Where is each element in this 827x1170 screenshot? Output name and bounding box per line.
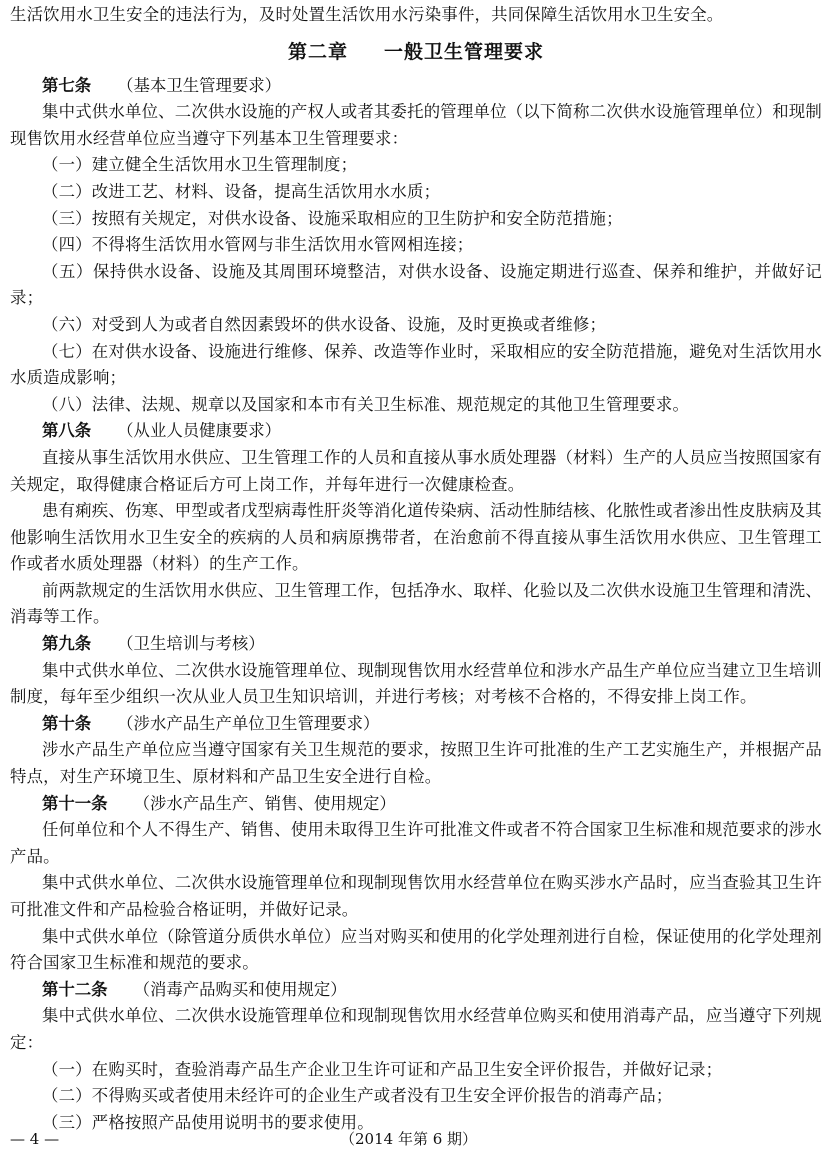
article-number: 第十一条: [42, 793, 108, 813]
article-11-heading: [10, 791, 822, 818]
paragraph: 集中式供水单位、二次供水设施管理单位、现制现售饮用水经营单位和涉水产品生产单位应当建立卫生培训制度，每年至少组织一次从业人员卫生知识培训，并进行考核；对考核不合格的，不得安排上岗工作。: [10, 660, 822, 707]
paragraph: 涉水产品生产单位应当遵守国家有关卫生规范的要求，按照卫生许可批准的生产工艺实施生产，并根据产品特点，对生产环境卫生、原材料和产品卫生安全进行自检。: [10, 740, 822, 787]
list-item: （三）严格按照产品使用说明书的要求使用。: [42, 1112, 374, 1132]
article-title: （从业人员健康要求）: [117, 421, 282, 441]
list-item: （三）按照有关规定，对供水设备、设施采取相应的卫生防护和安全防范措施；: [42, 208, 623, 228]
list-item: （七）在对供水设备、设施进行维修、保养、改造等作业时，采取相应的安全防范措施，避免对生活饮用水水质造成影响；: [10, 341, 822, 388]
list-item: （八）法律、法规、规章以及国家和本市有关卫生标准、规范规定的其他卫生管理要求。: [42, 394, 690, 414]
article-title: （消毒产品购买和使用规定）: [133, 979, 347, 999]
article-12-intro: 集中式供水单位、二次供水设施管理单位和现制现售饮用水经营单位购买和使用消毒产品，应当遵守下列规定：: [10, 1006, 822, 1052]
list-item: （二）不得购买或者使用未经许可的企业生产或者没有卫生安全评价报告的消毒产品；: [42, 1086, 673, 1106]
article-7-intro: 集中式供水单位、二次供水设施的产权人或者其委托的管理单位（以下简称二次供水设施管理单位）和现制现售饮用水经营单位应当遵守下列基本卫生管理要求：: [10, 102, 822, 148]
chapter-number: 第二章: [287, 40, 348, 63]
document-body: [10, 2, 822, 1136]
list-item: （一）建立健全生活饮用水卫生管理制度；: [42, 155, 358, 175]
continued-paragraph: 生活饮用水卫生安全的违法行为，及时处置生活饮用水污染事件，共同保障生活饮用水卫生安全。: [10, 5, 724, 24]
article-8-heading: [10, 418, 822, 445]
issue-label: （2014 年第 6 期）: [340, 1130, 478, 1148]
paragraph: 前两款规定的生活饮用水供应、卫生管理工作，包括净水、取样、化验以及二次供水设施卫生管理和清洗、消毒等工作。: [10, 580, 822, 627]
list-item: （六）对受到人为或者自然因素毁坏的供水设备、设施，及时更换或者维修；: [42, 314, 607, 334]
paragraph: 集中式供水单位、二次供水设施管理单位和现制现售饮用水经营单位在购买涉水产品时，应当查验其卫生许可批准文件和产品检验合格证明，并做好记录。: [10, 873, 822, 919]
paragraph: 患有痢疾、伤寒、甲型或者戊型病毒性肝炎等消化道传染病、活动性肺结核、化脓性或者渗出性皮肤病及其他影响生活饮用水卫生安全的疾病的人员和病原携带者，在治愈前不得直接从事生活饮用水供应、卫生管理工作或者水质处理器（材料）的生产工作。: [10, 501, 822, 574]
list-item: （五）保持供水设备、设施及其周围环境整洁，对供水设备、设施定期进行巡查、保养和维护，并做好记录；: [10, 261, 822, 308]
article-number: 第八条: [42, 421, 92, 441]
article-title: （基本卫生管理要求）: [117, 75, 282, 95]
article-9-heading: [10, 631, 822, 658]
paragraph: 集中式供水单位（除管道分质供水单位）应当对购买和使用的化学处理剂进行自检，保证使用的化学处理剂符合国家卫生标准和规范的要求。: [10, 926, 822, 973]
article-7-heading: [10, 73, 822, 100]
article-title: （涉水产品生产、销售、使用规定）: [133, 793, 396, 813]
list-item: （四）不得将生活饮用水管网与非生活饮用水管网相连接；: [42, 235, 474, 255]
chapter-heading: [10, 37, 822, 67]
article-number: 第九条: [42, 634, 92, 654]
article-number: 第七条: [42, 75, 92, 95]
list-item: （二）改进工艺、材料、设备，提高生活饮用水水质；: [42, 181, 441, 201]
article-10-heading: [10, 711, 822, 738]
article-title: （卫生培训与考核）: [117, 634, 265, 654]
article-number: 第十条: [42, 713, 92, 733]
chapter-title: 一般卫生管理要求: [384, 40, 545, 63]
article-12-heading: [10, 977, 822, 1004]
paragraph: 任何单位和个人不得生产、销售、使用未取得卫生许可批准文件或者不符合国家卫生标准和规范要求的涉水产品。: [10, 820, 822, 866]
paragraph: 直接从事生活饮用水供应、卫生管理工作的人员和直接从事水质处理器（材料）生产的人员应当按照国家有关规定，取得健康合格证后方可上岗工作，并每年进行一次健康检查。: [10, 447, 822, 494]
list-item: （一）在购买时，查验消毒产品生产企业卫生许可证和产品卫生安全评价报告，并做好记录；: [42, 1059, 723, 1079]
page-footer: [10, 1128, 822, 1150]
article-title: （涉水产品生产单位卫生管理要求）: [117, 713, 380, 733]
article-number: 第十二条: [42, 979, 108, 999]
page-number: — 4 —: [10, 1130, 60, 1148]
